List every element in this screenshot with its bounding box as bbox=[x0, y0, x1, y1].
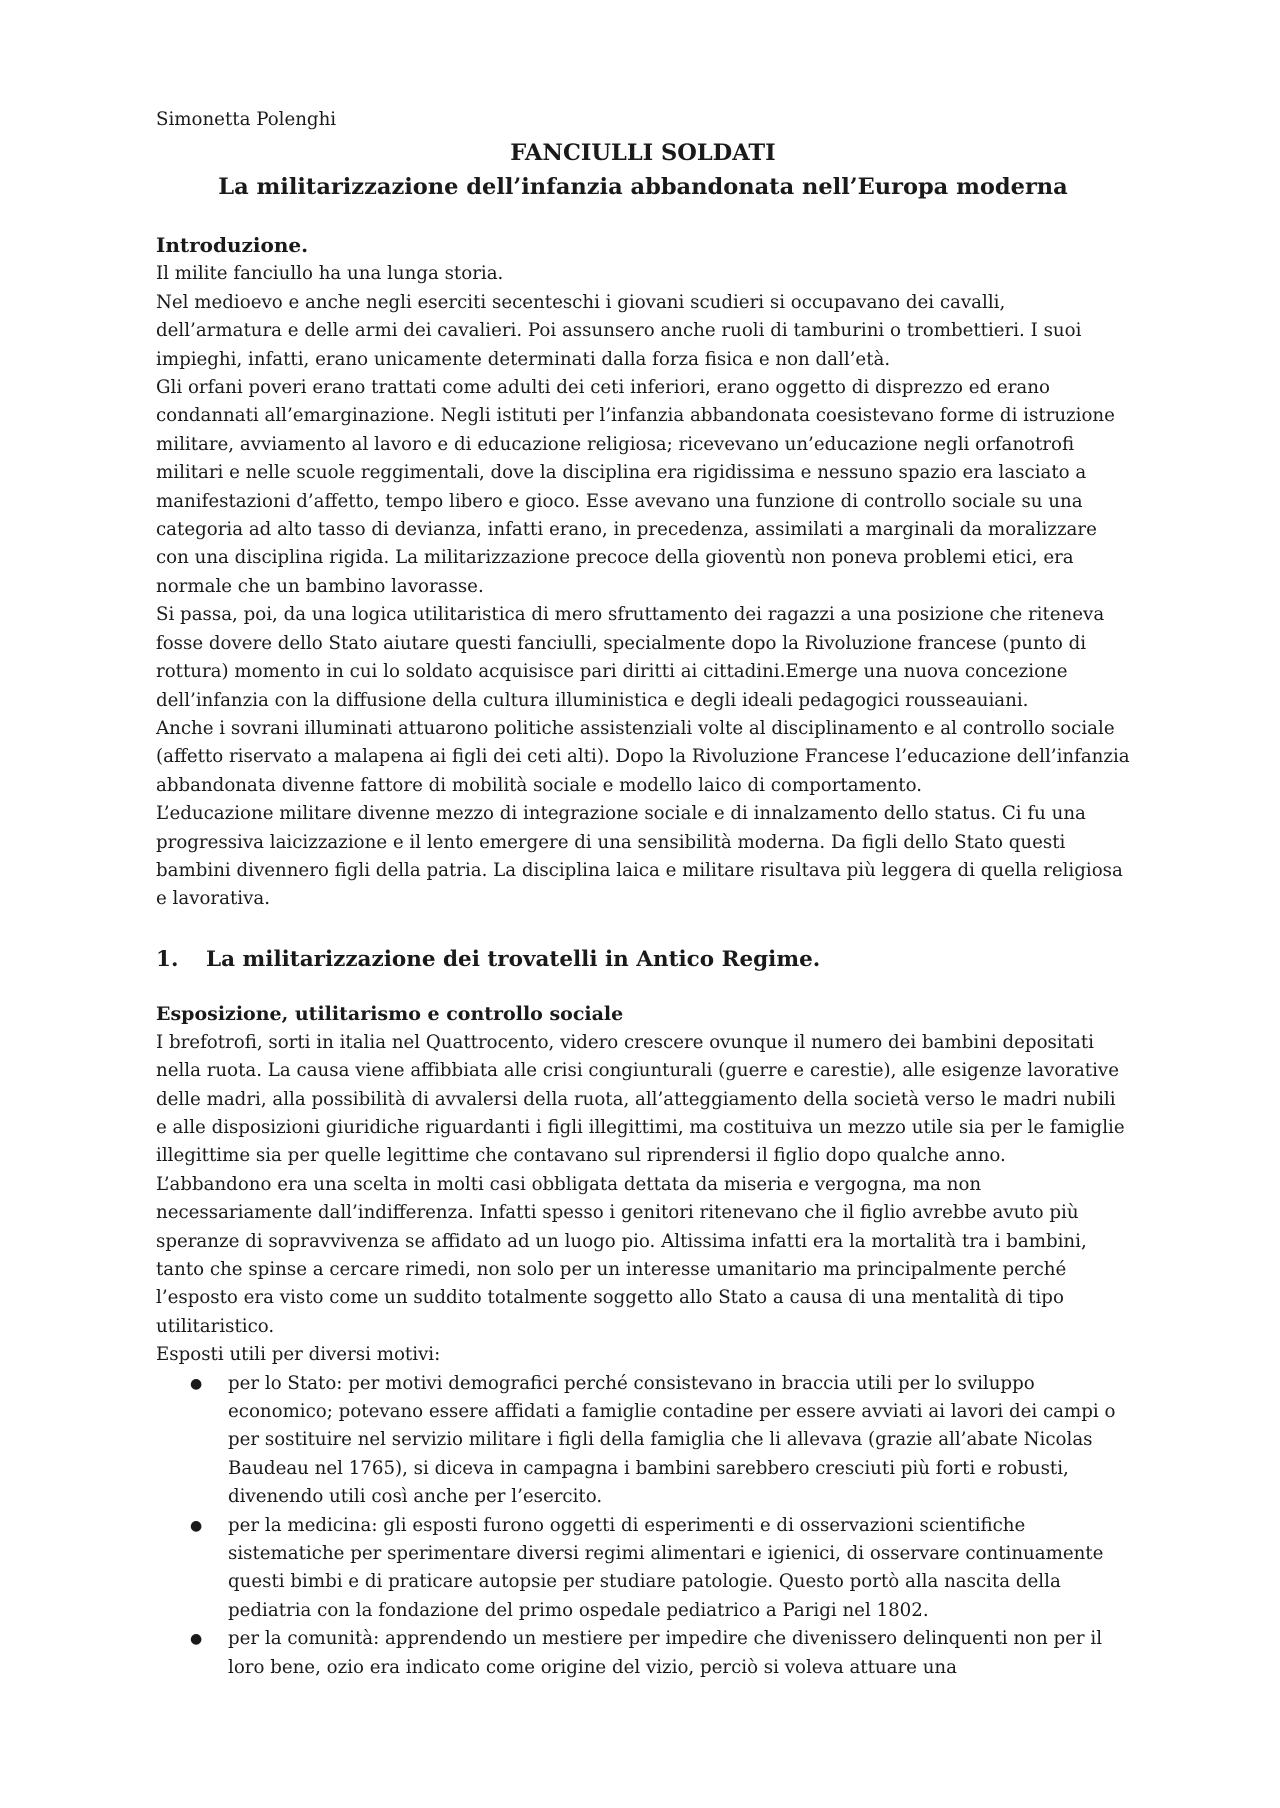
section-number: 1. bbox=[156, 946, 179, 972]
bullet-icon: ● bbox=[190, 1631, 203, 1648]
list-item bbox=[190, 1625, 1130, 1682]
section-1 bbox=[156, 944, 1130, 1682]
intro-paragraph: Anche i sovrani illuminati attuarono politiche assistenziali volte al disciplinamento e al controllo sociale (affetto riservato a malapena ai figli dei ceti alti). Dopo la Rivoluzione Francese l’educazione dell’infanzia abbandonata divenne fattore di mobilità sociale e modello laico di comportamento. bbox=[156, 717, 1130, 796]
intro-paragraph: Si passa, poi, da una logica utilitaristica di mero sfruttamento dei ragazzi a una posizione che riteneva fosse dovere dello Stato aiutare questi fanciulli, specialmente dopo la Rivoluzione francese (punto di rottura) momento in cui lo soldato acquisisce pari diritti ai cittadini.Emerge una nuova concezione dell’infanzia con la diffusione della cultura illuministica e degli ideali pedagogici rousseauiani. bbox=[156, 604, 1105, 711]
bullet-list bbox=[156, 1370, 1130, 1682]
intro-paragraph: Gli orfani poveri erano trattati come adulti dei ceti inferiori, erano oggetto di disprezzo ed erano condannati all’emarginazione. Negli istituti per l’infanzia abbandonata coesistevano forme di istruzione militare, avviamento al lavoro e di educazione religiosa; ricevevano un’educazione negli orfanotrofi militari e nelle scuole reggimentali, dove la disciplina era rigidissima e nessuno spazio era lasciato a manifestazioni d’affetto, tempo libero e gioco. Esse avevano una funzione di controllo sociale su una categoria ad alto tasso di devianza, infatti erano, in precedenza, assimilati a marginali da moralizzare con una disciplina rigida. La militarizzazione precoce della gioventù non poneva problemi etici, era normale che un bambino lavorasse. bbox=[156, 377, 1115, 597]
subsection-heading: Esposizione, utilitarismo e controllo sociale bbox=[156, 1002, 624, 1025]
list-item-text: per la comunità: apprendendo un mestiere per impedire che divenissero delinquenti non per il loro bene, ozio era indicato come origine del vizio, perciò si voleva attuare una bbox=[228, 1628, 1103, 1678]
author-name: Simonetta Polenghi bbox=[156, 109, 337, 130]
bullet-icon: ● bbox=[190, 1375, 203, 1392]
introduction-heading: Introduzione. bbox=[156, 233, 309, 258]
list-item-text: per la medicina: gli esposti furono oggetti di esperimenti e di osservazioni scientifiche sistematiche per sperimentare diversi regimi alimentari e igienici, di osservare continuamente questi bimbi e di praticare autopsie per studiare patologie. Questo portò alla nascita della pediatria con la fondazione del primo ospedale pediatrico a Parigi nel 1802. bbox=[228, 1514, 1104, 1621]
body-paragraph: I brefotrofi, sorti in italia nel Quattrocento, videro crescere ovunque il numero dei bambini depositati nella ruota. La causa viene affibbiata alle crisi congiunturali (guerre e carestie), alle esigenze lavorative delle madri, alla possibilità di avvalersi della ruota, all’atteggiamento della società verso le madri nubili e alle disposizioni giuridiche riguardanti i figli illegittimi, ma costituiva un mezzo utile sia per le famiglie illegittime sia per quelle legittime che contavano sul riprendersi il figlio dopo qualche anno. bbox=[156, 1031, 1125, 1167]
list-item bbox=[190, 1512, 1130, 1626]
body-paragraph: Esposti utili per diversi motivi: bbox=[156, 1344, 441, 1366]
bullet-icon: ● bbox=[190, 1517, 203, 1534]
intro-paragraph: Nel medioevo e anche negli eserciti secenteschi i giovani scudieri si occupavano dei cavalli, dell’armatura e delle armi dei cavalieri. Poi assunsero anche ruoli di tamburini o trombettieri. I suoi impieghi, infatti, erano unicamente determinati dalla forza fisica e non dall’età. bbox=[156, 291, 1082, 370]
introduction-section bbox=[156, 230, 1130, 913]
document-subtitle: La militarizzazione dell’infanzia abbandonata nell’Europa moderna bbox=[218, 174, 1068, 201]
list-item-text: per lo Stato: per motivi demografici perché consistevano in braccia utili per lo sviluppo economico; potevano essere affidati a famiglie contadine per essere avviati ai lavori dei campi o per sostituire nel servizio militare i figli della famiglia che li allevava (grazie all’abate Nicolas Baudeau nel 1765), si diceva in campagna i bambini sarebbero cresciuti più forti e robusti, divenendo utili così anche per l’esercito. bbox=[228, 1372, 1116, 1508]
document-title: FANCIULLI SOLDATI bbox=[510, 140, 776, 167]
body-paragraph: L’abbandono era una scelta in molti casi obbligata dettata da miseria e vergogna, ma non necessariamente dall’indifferenza. Infatti spesso i genitori ritenevano che il figlio avrebbe avuto più speranze di sopravvivenza se affidato ad un luogo pio. Altissima infatti era la mortalità tra i bambini, tanto che spinse a cercare rimedi, non solo per un interesse umanitario ma principalmente perché l’esposto era visto come un suddito totalmente soggetto allo Stato a causa di una mentalità di tipo utilitaristico. bbox=[156, 1173, 1087, 1337]
intro-paragraph: Il milite fanciullo ha una lunga storia. bbox=[156, 263, 504, 285]
section-title: La militarizzazione dei trovatelli in Antico Regime. bbox=[206, 946, 821, 972]
list-item bbox=[190, 1370, 1130, 1512]
intro-paragraph: L’educazione militare divenne mezzo di integrazione sociale e di innalzamento dello status. Ci fu una progressiva laicizzazione e il lento emergere di una sensibilità moderna. Da figli dello Stato questi bambini divennero figli della patria. La disciplina laica e militare risultava più leggera di quella religiosa e lavorativa. bbox=[156, 803, 1123, 910]
section-1-heading bbox=[156, 944, 1130, 976]
